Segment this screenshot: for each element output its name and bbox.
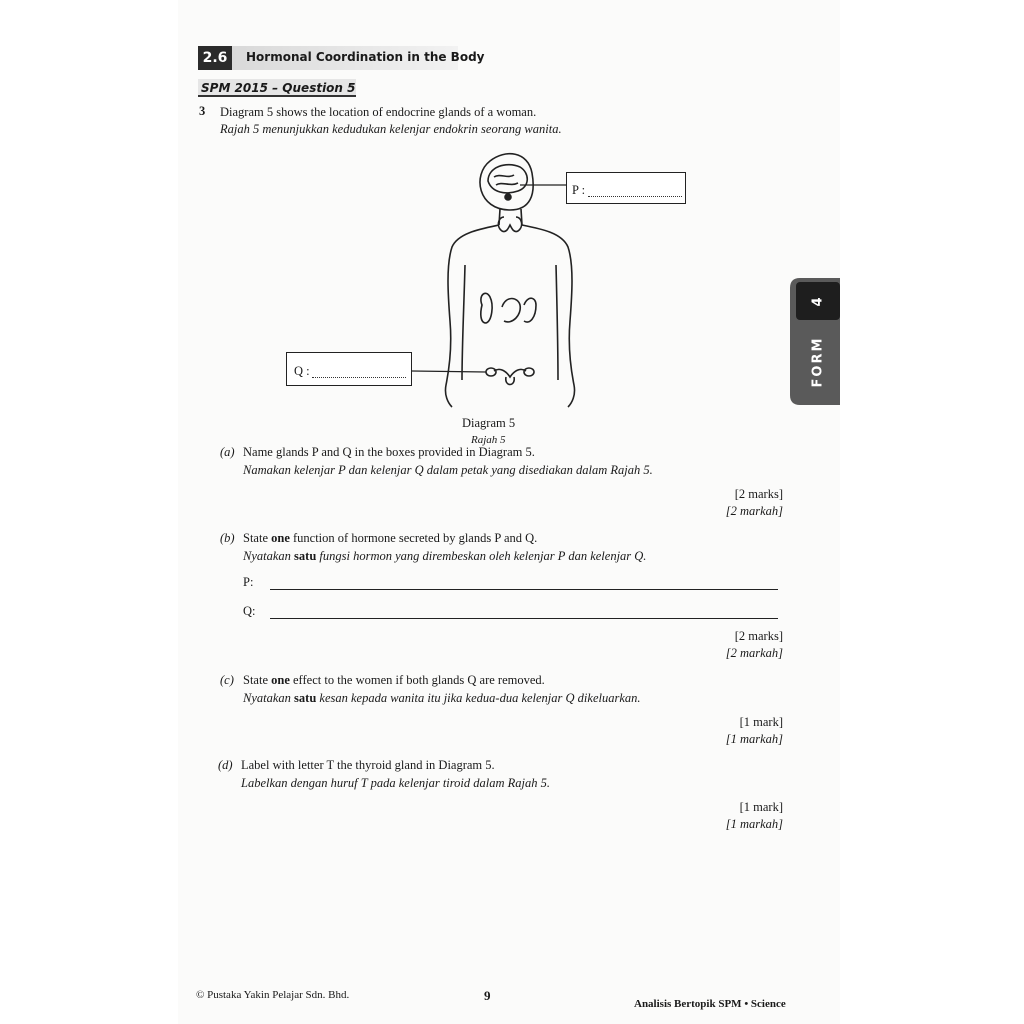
part-b-marks — [640, 628, 783, 662]
part-c-en: State one effect to the women if both glands Q are removed. — [243, 673, 545, 687]
answer-line-p[interactable] — [270, 588, 778, 590]
thyroid-gland — [498, 217, 521, 232]
part-a-marks-en: [2 marks] — [734, 487, 783, 501]
part-d-marks-en: [1 mark] — [739, 800, 783, 814]
label-q: Q : — [294, 364, 310, 378]
part-a-marks-ms: [2 markah] — [725, 504, 783, 518]
brain-shape — [488, 165, 527, 193]
label-q-blank[interactable] — [312, 377, 406, 378]
part-a-en: Name glands P and Q in the boxes provided in Diagram 5. — [243, 445, 535, 459]
left-kidney — [481, 293, 492, 323]
part-c-marks-ms: [1 markah] — [725, 732, 783, 746]
question-intro-ms: Rajah 5 menunjukkan kedudukan kelenjar endokrin seorang wanita. — [220, 122, 562, 136]
question-number: 3 — [199, 104, 206, 118]
part-d-label: (d) — [218, 758, 233, 772]
part-c-label: (c) — [220, 673, 234, 687]
fallopian-tubes — [494, 369, 526, 377]
exam-reference: SPM 2015 – Question 5 — [198, 79, 356, 97]
diagram-caption-en: Diagram 5 — [462, 416, 516, 430]
right-ovary — [524, 368, 534, 376]
part-d-ms: Labelkan dengan huruf T pada kelenjar tiroid dalam Rajah 5. — [241, 776, 551, 790]
right-body-outline — [522, 225, 575, 407]
pancreas — [502, 299, 520, 322]
pituitary-gland — [505, 194, 511, 200]
section-title: Hormonal Coordination in the Body — [246, 50, 485, 64]
answer-line-q[interactable] — [270, 617, 778, 619]
part-d-en: Label with letter T the thyroid gland in Diagram 5. — [241, 758, 495, 772]
part-c-marks-en: [1 mark] — [739, 715, 783, 729]
part-a-label: (a) — [220, 445, 235, 459]
form-label: FORM — [810, 336, 826, 388]
footer-publisher: © Pustaka Yakin Pelajar Sdn. Bhd. — [196, 989, 350, 1001]
part-a-ms: Namakan kelenjar P dan kelenjar Q dalam petak yang disediakan dalam Rajah 5. — [243, 463, 653, 477]
part-b-marks-en: [2 marks] — [734, 629, 783, 643]
diagram-caption-ms: Rajah 5 — [471, 434, 506, 446]
part-b-marks-ms: [2 markah] — [725, 646, 783, 660]
label-p: P : — [572, 183, 586, 197]
footer-series: Analisis Bertopik SPM • Science — [634, 998, 786, 1010]
form-number: 4 — [810, 297, 826, 307]
footer-page-number: 9 — [484, 988, 491, 1003]
answer-label-p: P: — [243, 575, 254, 589]
part-b-ms: Nyatakan satu fungsi hormon yang dirembeskan oleh kelenjar P dan kelenjar Q. — [243, 549, 647, 563]
part-c-marks — [640, 714, 783, 748]
label-p-blank[interactable] — [588, 196, 682, 197]
form-side-tab — [790, 278, 840, 405]
right-kidney — [524, 298, 536, 322]
part-a-marks — [640, 486, 783, 520]
question-intro-en: Diagram 5 shows the location of endocrine glands of a woman. — [220, 105, 537, 119]
answer-label-q: Q: — [243, 604, 256, 618]
part-b-en: State one function of hormone secreted by glands P and Q. — [243, 531, 538, 545]
part-b-label: (b) — [220, 531, 235, 545]
part-c-ms: Nyatakan satu kesan kepada wanita itu jika kedua-dua kelenjar Q dikeluarkan. — [243, 691, 641, 705]
section-number: 2.6 — [198, 46, 232, 70]
label-q-pointer — [412, 371, 486, 372]
part-d-marks — [640, 799, 783, 833]
part-d-marks-ms: [1 markah] — [725, 817, 783, 831]
left-ovary — [486, 368, 496, 376]
